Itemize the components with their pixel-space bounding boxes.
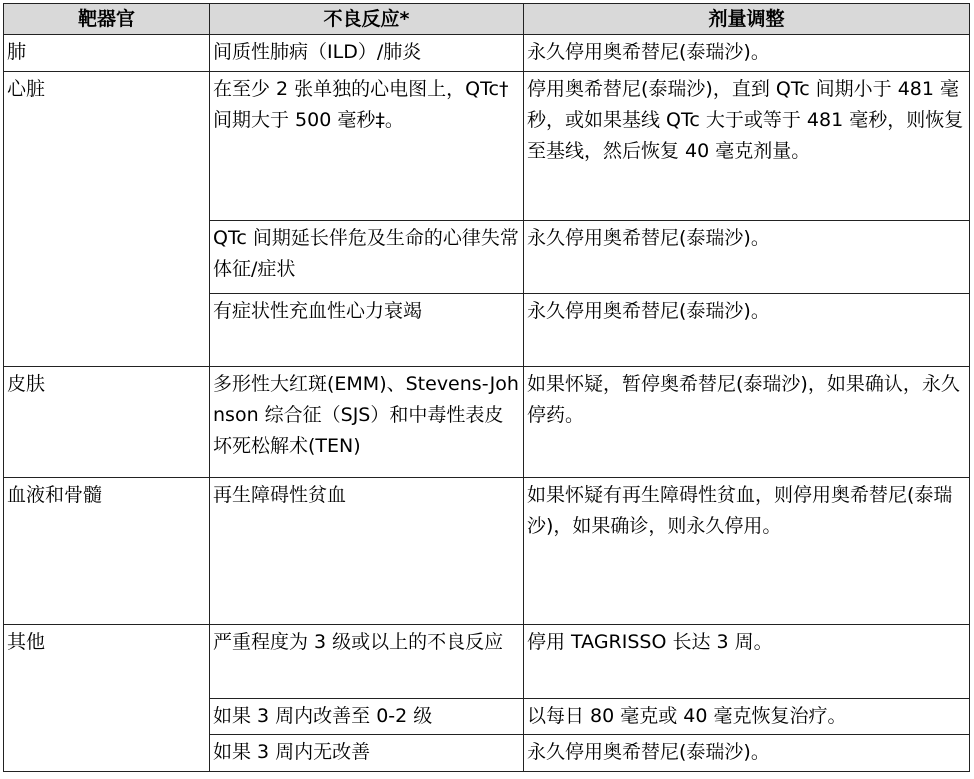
action-cell: 永久停用奥希替尼(泰瑞沙)。 bbox=[524, 735, 970, 772]
header-action: 剂量调整 bbox=[524, 4, 970, 35]
table-row bbox=[4, 477, 970, 624]
action-cell: 如果怀疑有再生障碍性贫血，则停用奥希替尼(泰瑞沙)，如果确诊，则永久停用。 bbox=[524, 477, 970, 624]
action-cell: 永久停用奥希替尼(泰瑞沙)。 bbox=[524, 34, 970, 72]
header-reaction: 不良反应* bbox=[210, 4, 524, 35]
reaction-cell: 如果 3 周内无改善 bbox=[210, 735, 524, 772]
reaction-cell: 再生障碍性贫血 bbox=[210, 477, 524, 624]
reaction-cell: 有症状性充血性心力衰竭 bbox=[210, 293, 524, 366]
organ-cell: 其他 bbox=[4, 625, 210, 772]
reaction-cell: 间质性肺病（ILD）/肺炎 bbox=[210, 34, 524, 72]
organ-cell: 血液和骨髓 bbox=[4, 477, 210, 624]
organ-cell: 心脏 bbox=[4, 72, 210, 367]
header-row bbox=[4, 4, 970, 35]
reaction-cell: QTc 间期延长伴危及生命的心律失常体征/症状 bbox=[210, 220, 524, 293]
reaction-cell: 在至少 2 张单独的心电图上，QTc†间期大于 500 毫秒‡。 bbox=[210, 72, 524, 221]
organ-cell: 皮肤 bbox=[4, 367, 210, 478]
table-row bbox=[4, 367, 970, 478]
action-cell: 停用 TAGRISSO 长达 3 周。 bbox=[524, 625, 970, 698]
reaction-cell: 多形性大红斑(EMM)、Stevens-Johnson 综合征（SJS）和中毒性表皮坏死松解术(TEN) bbox=[210, 367, 524, 478]
action-cell: 停用奥希替尼(泰瑞沙)，直到 QTc 间期小于 481 毫秒，或如果基线 QTc 大于或等于 481 毫秒，则恢复至基线，然后恢复 40 毫克剂量。 bbox=[524, 72, 970, 221]
action-cell: 永久停用奥希替尼(泰瑞沙)。 bbox=[524, 293, 970, 366]
organ-cell: 肺 bbox=[4, 34, 210, 72]
action-cell: 永久停用奥希替尼(泰瑞沙)。 bbox=[524, 220, 970, 293]
reaction-cell: 严重程度为 3 级或以上的不良反应 bbox=[210, 625, 524, 698]
dose-adjustment-table bbox=[3, 3, 970, 772]
table-row bbox=[4, 34, 970, 72]
reaction-cell: 如果 3 周内改善至 0-2 级 bbox=[210, 698, 524, 735]
header-organ: 靶器官 bbox=[4, 4, 210, 35]
table-row bbox=[4, 72, 970, 221]
table-row bbox=[4, 625, 970, 698]
action-cell: 以每日 80 毫克或 40 毫克恢复治疗。 bbox=[524, 698, 970, 735]
action-cell: 如果怀疑，暂停奥希替尼(泰瑞沙)，如果确认，永久停药。 bbox=[524, 367, 970, 478]
